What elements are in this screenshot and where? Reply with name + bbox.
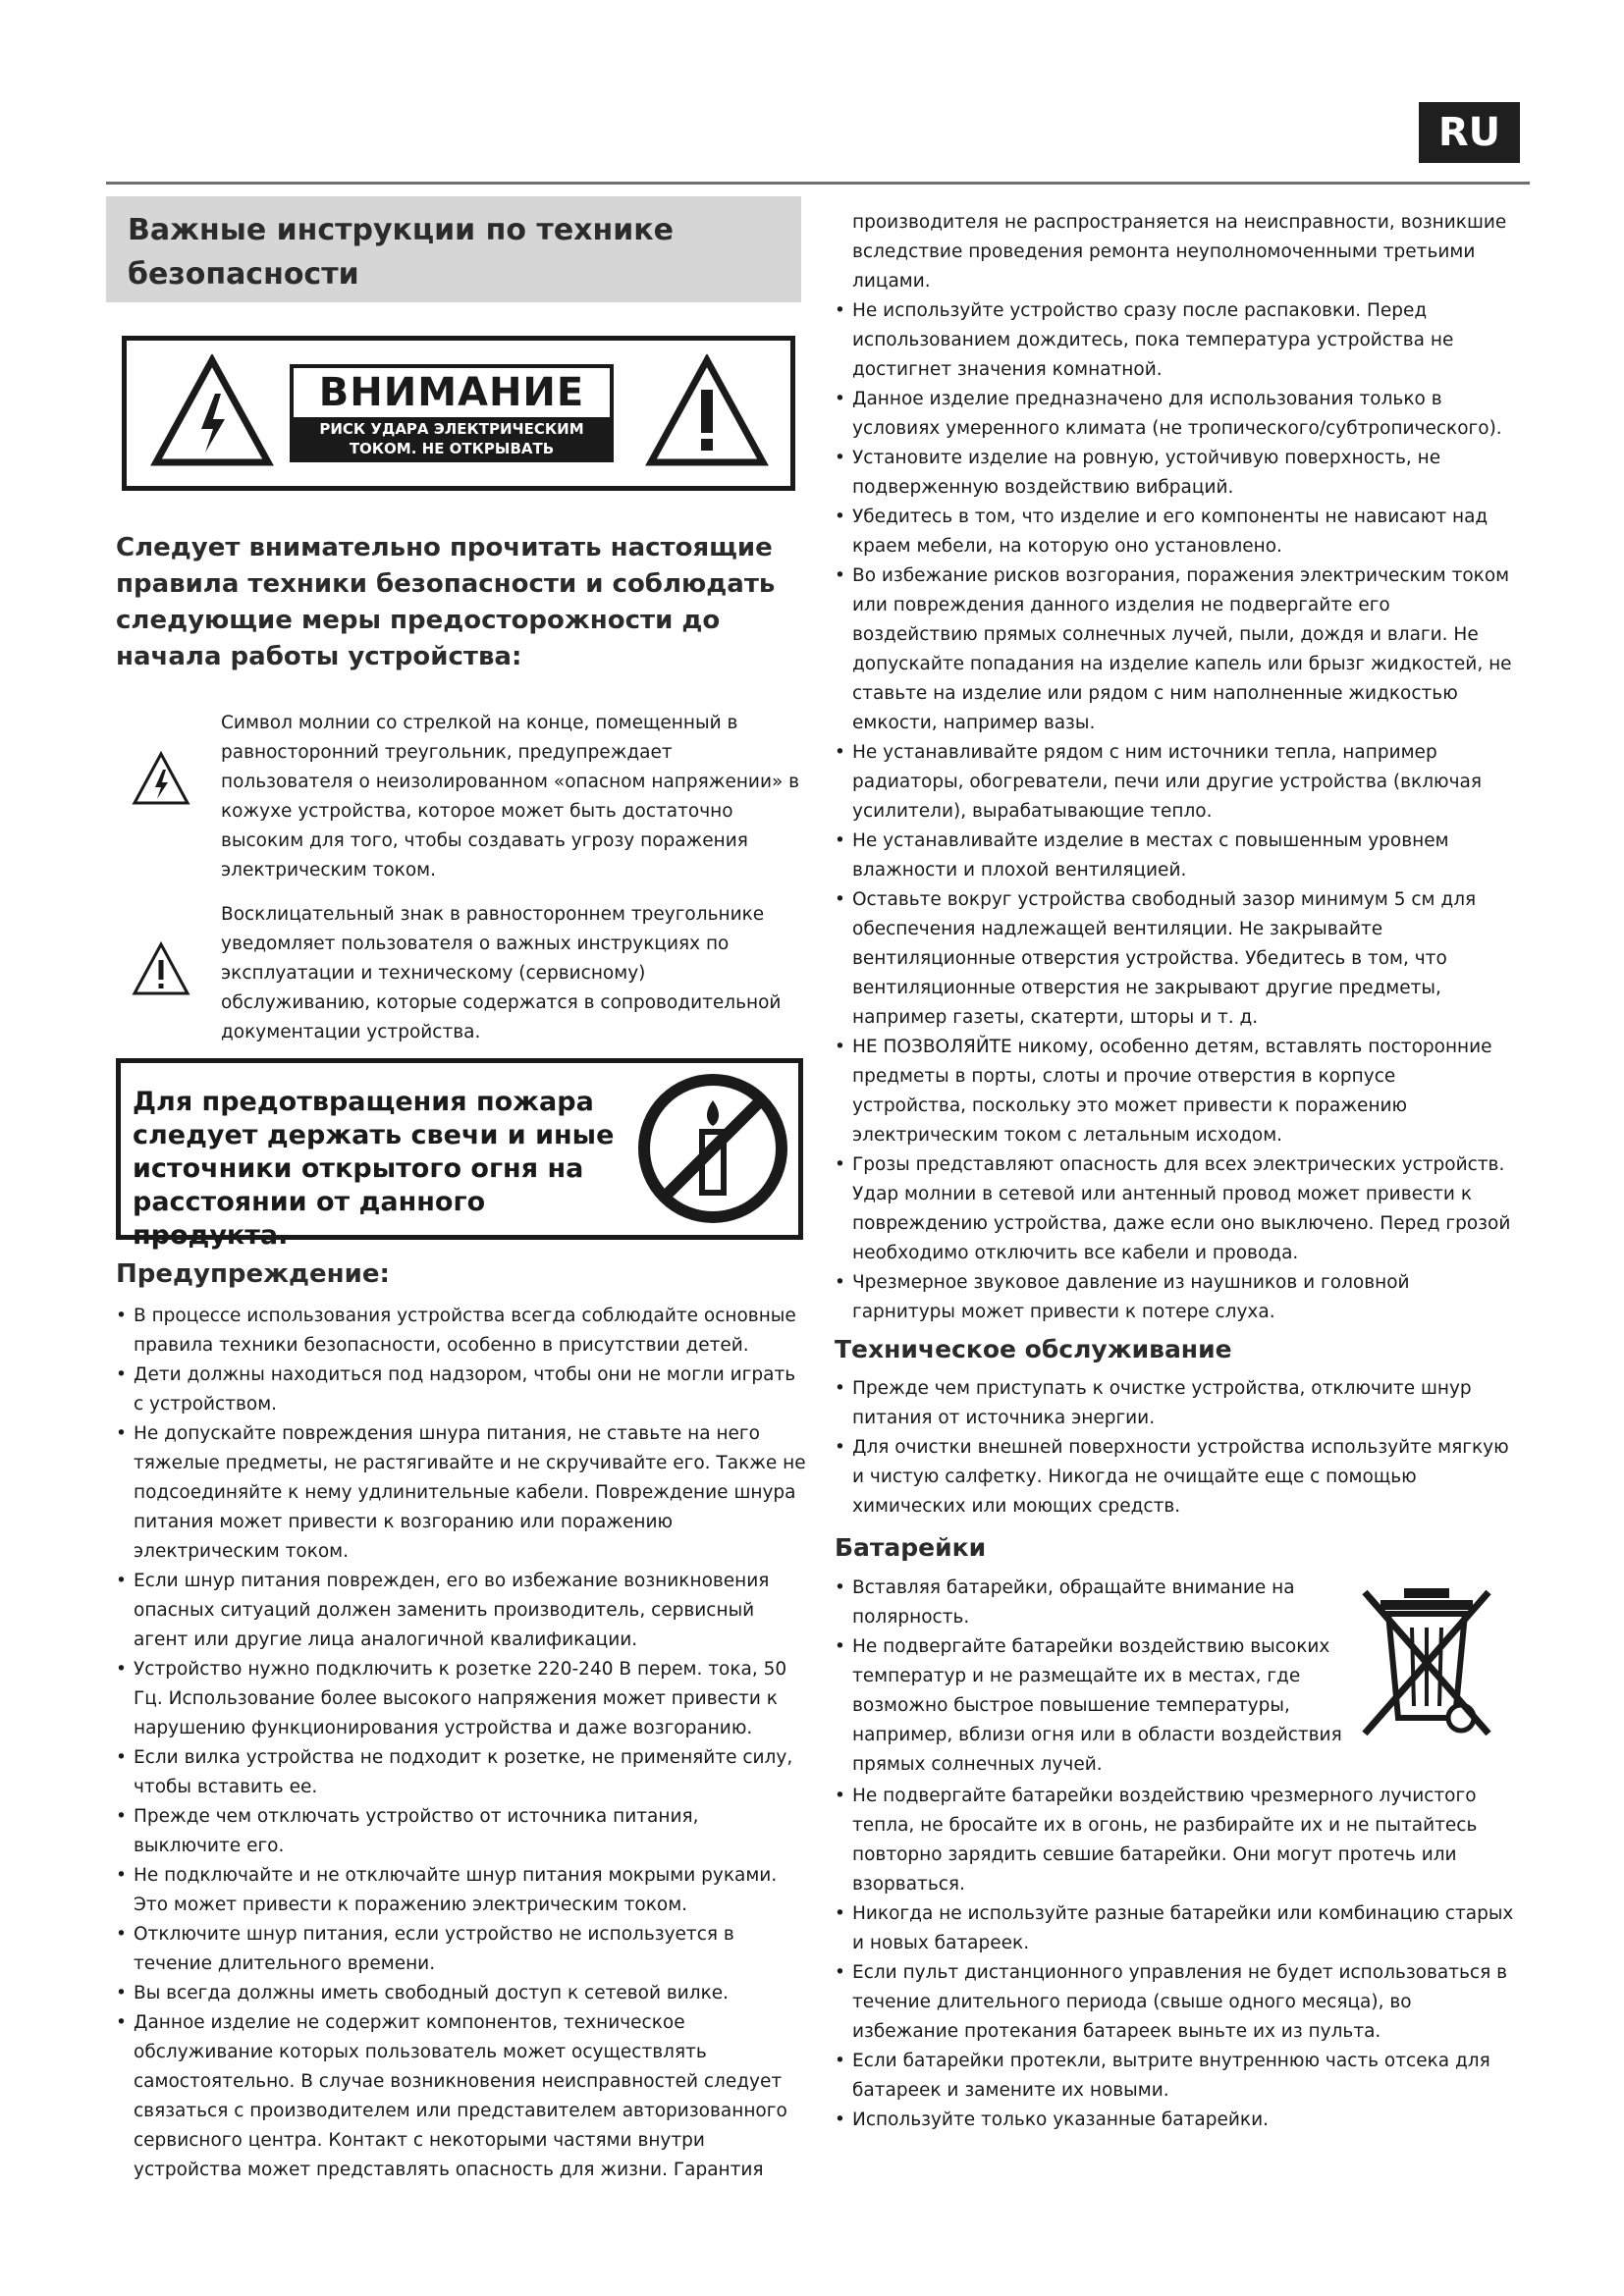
warning-section-heading: Предупреждение: (116, 1259, 390, 1289)
fire-warning-box (116, 1058, 803, 1251)
list-item: • Если шнур питания поврежден, его во избежание возникновения опасных ситуаций должен заменить производитель, сервисный агент или другие лица аналогичной квалификации. (116, 1567, 808, 1655)
batteries-heading: Батарейки (835, 1533, 987, 1562)
batteries-list-a (835, 1574, 1345, 1780)
crossed-out-bin-icon (1353, 1571, 1500, 1745)
warning-heading: ВНИМАНИЕ (318, 370, 585, 415)
list-item: • Чрезмерное звуковое давление из наушников и головной гарнитуры может привести к потере слуха. (835, 1268, 1514, 1327)
list-item: • Если вилка устройства не подходит к розетке, не применяйте силу, чтобы вставить ее. (116, 1743, 808, 1802)
warning-subtext-line1: РИСК УДАРА ЭЛЕКТРИЧЕСКИМ (319, 420, 584, 438)
maintenance-heading: Техническое обслуживание (835, 1335, 1232, 1363)
list-item: • Данное изделие не содержит компонентов, техническое обслуживание которых пользователь может осуществлять самостоятельно. В случае возникновения неисправностей следует связаться с производителем или представителем авторизованного сервисного центра. Контакт с некоторыми частями внутри устройства может представлять опасность для жизни. Гарантия (116, 2008, 808, 2185)
list-item: • Прежде чем приступать к очистке устройства, отключите шнур питания от источника энергии. (835, 1374, 1514, 1433)
list-item: • НЕ ПОЗВОЛЯЙТЕ никому, особенно детям, вставлять посторонние предметы в порты, слоты и прочие отверстия в корпусе устройства, поскольку это может привести к поражению электрическим током с летальным исходом. (835, 1033, 1514, 1150)
list-item: • Убедитесь в том, что изделие и его компоненты не нависают над краем мебели, на которую оно установлено. (835, 503, 1514, 561)
maintenance-list (835, 1374, 1514, 1522)
page-title: Важные инструкции по технике безопасности (106, 196, 801, 302)
exclamation-symbol-description: Восклицательный знак в равностороннем треугольнике уведомляет пользователя о важных инструкциях по эксплуатации и техническому (сервисному) обслуживанию, которые содержатся в сопроводительной документации устройства. (221, 904, 782, 1042)
list-item: • Для очистки внешней поверхности устройства используйте мягкую и чистую салфетку. Никогда не очищайте еще с помощью химических или моющих средств. (835, 1433, 1514, 1522)
list-item: • Во избежание рисков возгорания, поражения электрическим током или повреждения данного изделия не подвергайте его воздействию прямых солнечных лучей, пыли, дождя и влаги. Не допускайте попадания на изделие капель или брызг жидкостей, не ставьте на изделие или рядом с ним наполненные жидкостью емкости, например вазы. (835, 561, 1514, 738)
lightning-triangle-icon (132, 750, 190, 809)
electric-shock-warning-label (122, 336, 795, 491)
list-item: • Не устанавливайте рядом с ним источники тепла, например радиаторы, обогреватели, печи или другие устройства (включая усилители), вырабатывающие тепло. (835, 738, 1514, 827)
language-badge: RU (1419, 102, 1520, 163)
batteries-list-b (835, 1782, 1514, 2135)
list-item: • Грозы представляют опасность для всех электрических устройств. Удар молнии в сетевой или антенный провод может привести к повреждению устройства, даже если оно выключено. Перед грозой необходимо отключить все кабели и провода. (835, 1150, 1514, 1268)
list-item: • Не используйте устройство сразу после распаковки. Перед использованием дождитесь, пока температура устройства не достигнет значения комнатной. (835, 296, 1514, 385)
list-item: • Не подключайте и не отключайте шнур питания мокрыми руками. Это может привести к поражению электрическим током. (116, 1861, 808, 1920)
list-item: • Дети должны находиться под надзором, чтобы они не могли играть с устройством. (116, 1361, 808, 1419)
lead-paragraph: Следует внимательно прочитать настоящие правила техники безопасности и соблюдать следующие меры предосторожности до начала работы устройства: (116, 533, 776, 671)
list-item: • Не допускайте повреждения шнура питания, не ставьте на него тяжелые предметы, не растягивайте и не скручивайте его. Также не подсоединяйте к нему удлинительные кабели. Повреждение шнура питания может привести к возгоранию или поражению электрическим током. (116, 1419, 808, 1567)
list-item: • Если батарейки протекли, вытрите внутреннюю часть отсека для батареек и замените их новыми. (835, 2047, 1514, 2106)
list-item: • Устройство нужно подключить к розетке 220-240 В перем. тока, 50 Гц. Использование более высокого напряжения может привести к нарушению функционирования устройства и даже возгоранию. (116, 1655, 808, 1743)
list-item: • Установите изделие на ровную, устойчивую поверхность, не подверженную воздействию вибраций. (835, 444, 1514, 503)
list-item: • Не подвергайте батарейки воздействию высоких температур и не размещайте их в местах, где возможно быстрое повышение температуры, например, вблизи огня или в области воздействия прямых солнечных лучей. (835, 1632, 1345, 1780)
list-item: • Не устанавливайте изделие в местах с повышенным уровнем влажности и плохой вентиляцией. (835, 827, 1514, 885)
exclamation-triangle-icon (132, 940, 190, 999)
list-item: • Данное изделие предназначено для использования только в условиях умеренного климата (не тропического/субтропического). (835, 385, 1514, 444)
list-item: • Отключите шнур питания, если устройство не используется в течение длительного времени. (116, 1920, 808, 1979)
list-item: • Используйте только указанные батарейки. (835, 2106, 1514, 2135)
list-item: • В процессе использования устройства всегда соблюдайте основные правила техники безопасности, особенно в присутствии детей. (116, 1302, 808, 1361)
list-item: • Вы всегда должны иметь свободный доступ к сетевой вилке. (116, 1979, 808, 2008)
lightning-warning-icon (150, 354, 274, 470)
list-item: • Если пульт дистанционного управления не будет использоваться в течение длительного периода (свыше одного месяца), во избежание протекания батареек выньте их из пульта. (835, 1958, 1514, 2047)
exclamation-warning-icon (645, 354, 769, 470)
lightning-symbol-description: Символ молнии со стрелкой на конце, помещенный в равносторонний треугольник, предупреждает пользователя о неизолированном «опасном напряжении» в кожухе устройства, которое может быть достаточно высоким для того, чтобы создавать угрозу поражения электрическим током. (221, 713, 800, 881)
warning-subtext-line2: ТОКОМ. НЕ ОТКРЫВАТЬ (349, 440, 555, 457)
continuation-text: производителя не распространяется на неисправности, возникшие вследствие проведения ремонта неуполномоченными третьими лицами. (852, 212, 1507, 292)
list-item: • Оставьте вокруг устройства свободный зазор минимум 5 см для обеспечения надлежащей вентиляции. Не закрывайте вентиляционные отверстия устройства. Убедитесь в том, что вентиляционные отверстия не закрывают другие предметы, например газеты, скатерти, шторы и т. д. (835, 885, 1514, 1033)
list-item: • Никогда не используйте разные батарейки или комбинацию старых и новых батареек. (835, 1899, 1514, 1958)
no-open-flame-icon (635, 1071, 790, 1226)
warning-list (116, 1302, 808, 2185)
list-item: • Прежде чем отключать устройство от источника питания, выключите его. (116, 1802, 808, 1861)
list-item: • Не подвергайте батарейки воздействию чрезмерного лучистого тепла, не бросайте их в огонь, не разбирайте их и не пытайтесь повторно зарядить севшие батарейки. Они могут протечь или взорваться. (835, 1782, 1514, 1899)
warning-label-center (290, 364, 614, 462)
list-item: • Вставляя батарейки, обращайте внимание на полярность. (835, 1574, 1345, 1632)
right-safety-list (835, 208, 1514, 1327)
fire-warning-text: Для предотвращения пожара следует держать свечи и иные источники открытого огня на расстоянии от данного продукта. (133, 1087, 615, 1251)
header-rule (106, 182, 1530, 185)
warning-subtext (294, 417, 610, 458)
